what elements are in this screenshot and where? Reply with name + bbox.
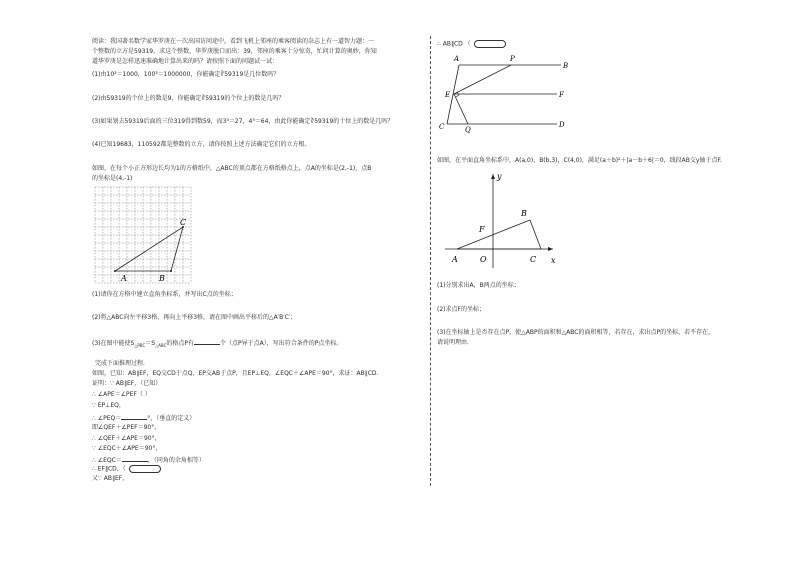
cube-root-q4: (4)已知19683，110592都是整数的立方，请你按照上述方法确定它们的立方根。 bbox=[92, 141, 311, 148]
point-c-label: C bbox=[530, 255, 537, 264]
coord-q2: (2)求点F的坐标； bbox=[437, 306, 485, 313]
proof-step-8: ∴ EF∥CD，（ bbox=[92, 465, 161, 474]
label-b: B bbox=[159, 274, 165, 283]
grid-q1: (1)请你在方格中建立直角坐标系，并写出C点的坐标； bbox=[92, 291, 237, 298]
label-f: F bbox=[559, 91, 564, 99]
answer-blank-eqc[interactable] bbox=[122, 455, 148, 462]
cube-root-intro-3: 道华罗庚是怎样迅速准确地计算出来的吗？请按照下面的问题试一试： bbox=[92, 58, 279, 65]
triangle-abc bbox=[115, 227, 183, 271]
origin-label: O bbox=[480, 255, 487, 264]
point-f-label: F bbox=[479, 225, 485, 234]
cube-root-intro: 阅读：我国著名数学家华罗庚在一次出国访问途中，看到飞机上邻座的乘客阅读的杂志上有一道智力题：一 bbox=[92, 38, 375, 45]
point-a-label: A bbox=[452, 255, 458, 264]
answer-blank-angle[interactable] bbox=[121, 413, 147, 420]
proof-step-4: 即∠QEF＋∠PEF＝90°， bbox=[92, 424, 161, 431]
grid-q2: (2)将△ABC向左平移3格，再向上平移3格，请在图中画出平移后的△A′B′C′； bbox=[92, 314, 297, 321]
label-e: E bbox=[445, 91, 451, 99]
proof-step-9: 又∵ AB∥EF， bbox=[92, 475, 129, 482]
label-c: C bbox=[439, 123, 445, 131]
cube-root-q2: (2)由59319的个位上的数是9，你能确定∛59319的个位上的数是几吗？ bbox=[92, 95, 285, 102]
proof-title: 完成下面推理过程. bbox=[95, 360, 145, 367]
label-a: A bbox=[121, 274, 127, 283]
triangle-abc bbox=[457, 220, 541, 249]
label-d: D bbox=[559, 121, 565, 129]
proof-step-1: ∴ ∠APE＝∠PEF（ ） bbox=[92, 391, 151, 398]
answer-blank-p-count[interactable] bbox=[194, 338, 220, 345]
label-a: A bbox=[454, 55, 460, 63]
cube-root-q3: (3)如果划去59319后面的三位319得到数59，而3³＝27，4³＝64，由此你能确定∛59319的十位上的数是几吗？ bbox=[92, 118, 394, 125]
proof-step-6: ∵ ∠EQC＋∠APE＝90°， bbox=[92, 445, 162, 452]
axis-x-label: x bbox=[551, 256, 556, 265]
proof-step-7: ∴ ∠EQC＝ ，（同角的余角相等） bbox=[92, 457, 205, 464]
label-b: B bbox=[563, 62, 569, 70]
grid-figure bbox=[95, 187, 191, 283]
coordinate-figure bbox=[445, 170, 565, 270]
proof-step-5: ∴ ∠QEF＋∠APE＝90°， bbox=[92, 435, 161, 442]
answer-blank-reason[interactable] bbox=[129, 465, 161, 473]
label-p: P bbox=[510, 55, 515, 63]
proof-head: 证明：∵ AB∥EF，（已知） bbox=[92, 380, 162, 387]
answer-blank-conclusion[interactable] bbox=[474, 40, 506, 48]
coord-problem-intro: 如图，在平面直角坐标系中，A(a,0)，B(b,3)，C(4,0)，满足(a＋b)²＋|a－b＋6|＝0，线段AB交y轴于点F. bbox=[437, 157, 722, 164]
cube-root-intro-2: 个整数的立方是59319，求这个整数，华罗庚脱口而出：39，邻座的乘客十分惊奇，忙问计算的奥妙，你知 bbox=[92, 48, 377, 55]
point-b-label: B bbox=[521, 209, 527, 218]
vertex-b bbox=[170, 270, 172, 272]
label-q: Q bbox=[465, 126, 471, 134]
parallel-lines-figure bbox=[437, 53, 577, 133]
proof-step-2: ∵ EP⊥EQ， bbox=[92, 402, 125, 409]
axis-y-label: y bbox=[497, 172, 502, 181]
coord-q3: (3)在坐标轴上是否存在点P，使△ABP的面积和△ABC的面积相等，若存在，求出点P的坐标，若不存在， bbox=[437, 329, 715, 336]
coord-q3-cont: 请说明理由. bbox=[437, 339, 469, 346]
cube-root-q1: (1)由10³＝1000，100³＝1000000，你能确定∛59319是几位数吗？ bbox=[92, 71, 280, 78]
coord-q1: (1)分别求出A，B两点的坐标； bbox=[437, 282, 520, 289]
grid-problem-intro-2: 的坐标是(4,-1) bbox=[92, 175, 133, 182]
grid-q3: (3)在图中能使$S_{\triangle PBC}=S_{\triangle ABC}$的格点P有 个（点P异于点A），写出符合条件的P点坐标。 bbox=[92, 340, 343, 349]
proof-conclusion: ∴ AB∥CD （ bbox=[437, 40, 506, 49]
label-c: C bbox=[180, 218, 187, 227]
column-divider bbox=[430, 36, 431, 486]
grid-problem-intro: 如图，在每个小正方形边长均为1的方格纸中，△ABC的顶点都在方格纸格点上，点A的坐标是(2,-1)，点B bbox=[92, 165, 372, 172]
proof-step-3: ∴ ∠PEQ＝ °，（垂直的定义） bbox=[92, 415, 196, 422]
vertex-a bbox=[114, 270, 116, 272]
proof-given: 如图，已知：AB∥EF，EQ交CD于点Q，EP交AB于点P，且EP⊥EQ，∠EQC＋∠APE＝90°，求证：AB∥CD. bbox=[92, 370, 379, 377]
